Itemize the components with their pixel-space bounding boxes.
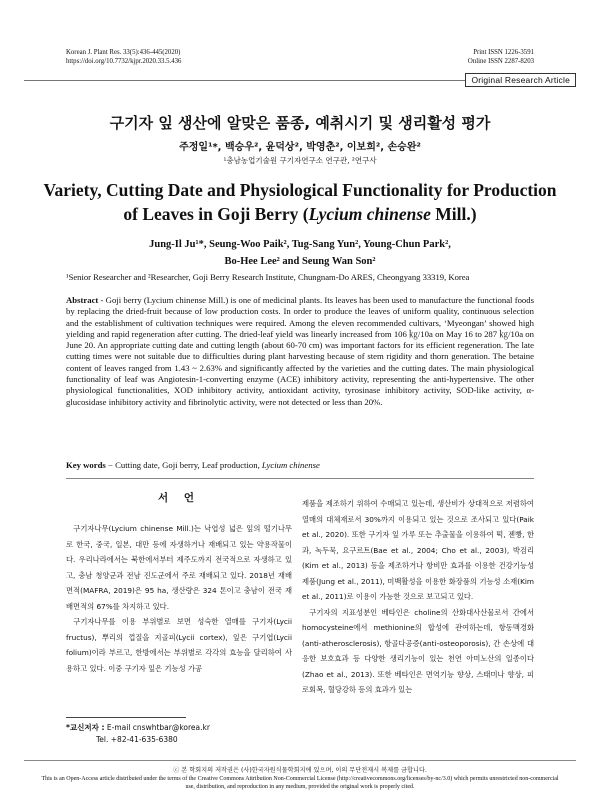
section-heading-introduction: 서 언 bbox=[158, 492, 200, 504]
keywords-label: Key words bbox=[66, 460, 106, 470]
right-paragraph-2: 구기자의 지표성분인 베타인은 choline의 산화대사산물로서 간에서 homocysteine에서 methionine의 합성에 관여하는데, 항동맥경화(anti-atherosclerosis), 항골다공증(anti-osteoporosis), 간 손상에 대응한 보호효과 등 다양한 생리기능이 있는 천연 아미노산의 일종이다(Zhao et al., 2013). 또한 베타인은 면역기능 향상, 스태미나 향상, 피로회복, 혈당강하 등의 효과가 있는 bbox=[302, 607, 534, 694]
right-column bbox=[302, 496, 534, 698]
correspondence-divider bbox=[66, 717, 186, 718]
english-title bbox=[40, 178, 560, 226]
license-notice: This is an Open-Access article distributed under the terms of the Creative Commons Attribution Non-Commercial License (http://creativecommons.org/licenses/by-nc/3.0) which permits unrestricted non-commercial use, distribution, and reproduction in any medium, provided the original work is properly cited. bbox=[41, 776, 559, 790]
print-issn: Print ISSN 1226-3591 bbox=[473, 49, 534, 56]
korean-affiliation: ¹충남농업기술원 구기자연구소 연구관, ²연구사 bbox=[223, 156, 377, 165]
english-authors-line2: Bo-Hee Lee² and Seung Wan Son² bbox=[224, 256, 376, 267]
abstract-label: Abstract bbox=[66, 295, 99, 305]
english-title-main: Variety, Cutting Date and Physiological Functionality for Production of Leaves in Goji Berry ( bbox=[43, 180, 557, 224]
keywords-divider bbox=[66, 478, 534, 479]
issn-block bbox=[468, 48, 534, 66]
english-authors-line1: Jung-Il Ju¹*, Seung-Woo Paik², Tug-Sang Yun², Young-Chun Park², bbox=[149, 239, 451, 250]
english-title-species: Lycium chinense bbox=[308, 204, 431, 224]
english-authors bbox=[0, 236, 600, 270]
journal-name: Korean J. Plant Res. 33(5):436-445(2020) bbox=[66, 49, 181, 56]
left-paragraph-2: 구기자나무를 이용 부위별로 보면 성숙한 열매를 구기자(Lycii fructus), 뿌리의 껍질을 지골피(Lycii cortex), 잎은 구기엽(Lycii folium)이라 부르고, 한방에서는 부위별로 각각의 효능을 달리하여 사용하고 있다. 이중 구기자 잎은 기능성 가공 bbox=[66, 617, 292, 673]
correspondence bbox=[66, 722, 210, 746]
copyright-notice: ⓒ 본 학회지의 저작권은 (사)한국자원식물학회지에 있으며, 이의 무단전재시 복제를 금합니다. bbox=[173, 767, 427, 774]
abstract bbox=[66, 295, 534, 408]
left-column bbox=[66, 521, 292, 676]
online-issn: Online ISSN 2287-8203 bbox=[467, 58, 534, 65]
correspondence-email[interactable]: E-mail cnswhtbar@korea.kr bbox=[104, 723, 210, 732]
english-title-end: Mill.) bbox=[430, 204, 477, 224]
correspondence-tel: Tel. +82-41-635-6380 bbox=[96, 735, 178, 744]
keywords bbox=[66, 460, 534, 470]
korean-authors: 주정일¹*, 백승우², 윤덕상², 박영춘², 이보희², 손승완² bbox=[179, 142, 421, 153]
right-paragraph-1: 제품을 제조하기 위하여 수매되고 있는데, 생산비가 상대적으로 저렴하여 열매의 대체재로서 30%까지 이용되고 있는 것으로 조사되고 있다(Paik et al., 2020). 또한 구기자 잎 가루 또는 추출물을 이용하여 떡, 젠빵, 한과, 녹두묵, 요구르트(Bae et al., 2004; Cho et al., 2003), 박검리(Kim et al., 2013) 등을 제조하거나 항비만 효과를 이용한 건강기능성 제품(Jung et al., 2011), 미백활성을 이용한 화장품의 기능성 소재(Kim et al., 2011)로 이용이 가능한 것으로 보고되고 있다. bbox=[302, 499, 534, 601]
correspondence-label: *교신저자 : bbox=[66, 723, 105, 732]
footer-divider bbox=[24, 760, 576, 761]
keywords-species: Lycium chinense bbox=[261, 460, 320, 470]
keywords-text: − Cutting date, Goji berry, Leaf production, bbox=[105, 460, 262, 470]
article-type-badge: Original Research Article bbox=[465, 73, 576, 87]
abstract-text: - Goji berry (Lycium chinense Mill.) is one of medicinal plants. Its leaves has been used to manufacture the functional foods by replacing the dried-fruit because of low production costs. In order to produce the leaves of uniform quality, continuous selection and the establishment of cultivation techniques were required. Among the eleven recommended cultivars, ‘Myeongan’ showed high yielding and rapid regeneration after cutting. The dried-leaf yield was linearly increased from 106 ㎏/10a on May 16 to 287 ㎏/10a on June 20. An appropriate cutting date and cutting length (about 60-70 cm) was important factors for its efficient regeneration. The late cutting times were not suitable due to difficulties during plant harvesting because of stem rigidity and thorn generation. The betaine content of leaves ranged from 1.43 ~ 2.63% and significantly affected by the varieties and the cutting dates. The main physiological functionality of leaf was Angiotesin-1-converting enzyme (ACE) inhibitory activity, representing the anti-hypertensive. The other physiological functionalities, XOD inhibitory activity, antioxidant activity, tyrosinase inhibitory activity, SOD-like activity, α-glucosidase inhibitory activity and fibrinolytic activity, were not detected or less than 20%. bbox=[66, 295, 534, 407]
journal-citation bbox=[66, 48, 181, 66]
english-affiliation: ¹Senior Researcher and ²Researcher, Goji Berry Research Institute, Chungnam-Do ARES, Cheongyang 33319, Korea bbox=[66, 272, 470, 282]
left-paragraph-1: 구기자나무(Lycium chinense Mill.)는 낙엽성 넓은 잎의 떨기나무로 한국, 중국, 일본, 대만 등에 자생하거나 재배되고 있는 약용작물이다. 우리나라에서는 북한에서부터 제주도까지 전국적으로 자생하고 있고, 충남 청양군과 전남 진도군에서 주로 재배되고 있다. 2018년 재배면적(MAFRA, 2019)은 95 ha, 생산량은 324 톤이고 충남이 전국 재배면적의 67%를 차지하고 있다. bbox=[66, 524, 292, 611]
korean-title: 구기자 잎 생산에 알맞은 품종, 예취시기 및 생리활성 평가 bbox=[109, 114, 491, 132]
doi-link[interactable]: https://doi.org/10.7732/kjpr.2020.33.5.436 bbox=[66, 58, 182, 65]
